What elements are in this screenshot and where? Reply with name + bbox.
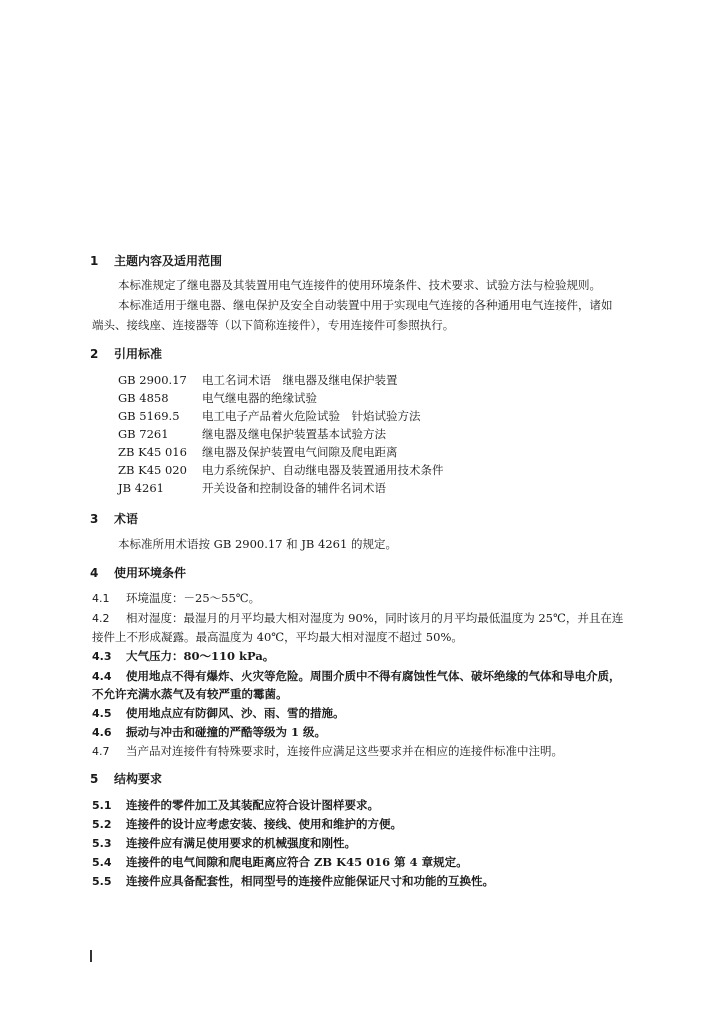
clause-text: 连接件应具备配套性，相同型号的连接件应能保证尺寸和功能的互换性。 [126,874,494,888]
clause-text: 连接件的零件加工及其装配应符合设计图样要求。 [126,798,379,812]
clause-item [92,854,468,870]
clause-number: 5.3 [92,837,112,850]
reference-row [118,462,444,478]
section-heading [90,345,162,362]
reference-code: GB 7261 [118,427,169,441]
section-number: 2 [90,347,99,361]
reference-code: ZB K45 020 [118,463,187,477]
clause-continuation: 不允许充满水蒸气及有较严重的霉菌。 [92,687,288,701]
clause-continuation: 接件上不形成凝露。最高温度为 40℃，平均最大相对湿度不超过 50%。 [92,630,463,644]
reference-title: 电工名词术语 继电器及继电保护装置 [202,373,398,387]
clause-number: 5.2 [92,818,112,831]
section-number: 1 [90,254,99,268]
clause-text: 使用地点应有防御风、沙、雨、雪的措施。 [126,706,345,720]
section-title: 结构要求 [114,772,163,786]
clause-number: 4.6 [92,726,112,739]
paragraph: 本标准所用术语按 GB 2900.17 和 JB 4261 的规定。 [118,537,397,551]
clause-item [92,873,494,889]
reference-code: ZB K45 016 [118,445,187,459]
reference-row [118,426,386,442]
clause-item [92,705,345,721]
clause-text: 大气压力：80～110 kPa。 [126,649,275,663]
clause-number: 4.2 [92,612,110,625]
reference-code: JB 4261 [118,481,164,495]
section-title: 使用环境条件 [114,566,187,580]
clause-item [92,648,274,664]
reference-code: GB 5169.5 [118,409,180,423]
reference-code: GB 2900.17 [118,373,187,387]
section-title: 术语 [114,512,139,526]
paragraph: 本标准规定了继电器及其装置用电气连接件的使用环境条件、技术要求、试验方法与检验规则。 [118,278,601,292]
clause-text: 连接件应有满足使用要求的机械强度和刚性。 [126,836,356,850]
clause-item [92,590,260,606]
section-heading [90,510,138,527]
reference-title: 电气继电器的绝缘试验 [202,391,317,405]
clause-item [92,835,356,851]
clause-item [92,724,326,740]
clause-text: 使用地点不得有爆炸、火灾等危险。周围介质中不得有腐蚀性气体、破坏绝缘的气体和导电介质， [126,669,621,683]
clause-item [92,610,623,626]
section-heading [90,252,222,269]
clause-number: 5.4 [92,856,112,869]
reference-row [118,408,421,424]
reference-title: 开关设备和控制设备的辅件名词术语 [202,481,386,495]
reference-title: 电工电子产品着火危险试验 针焰试验方法 [202,409,421,423]
section-title: 主题内容及适用范围 [114,254,223,268]
section-heading [90,564,186,581]
reference-row [118,390,317,406]
reference-row [118,372,398,388]
section-number: 3 [90,512,99,526]
clause-number: 5.1 [92,799,112,812]
section-number: 5 [90,772,99,786]
clause-text: 连接件的电气间隙和爬电距离应符合 ZB K45 016 第 4 章规定。 [126,855,468,869]
page-edge-mark [90,950,92,962]
clause-text: 振动与冲击和碰撞的严酷等级为 1 级。 [126,725,327,739]
clause-number: 4.1 [92,592,110,605]
clause-item [92,816,402,832]
reference-title: 电力系统保护、自动继电器及装置通用技术条件 [202,463,444,477]
clause-number: 4.7 [92,745,110,758]
clause-item [92,668,621,684]
section-number: 4 [90,566,99,580]
reference-row [118,480,386,496]
section-title: 引用标准 [114,347,163,361]
reference-row [118,444,398,460]
clause-text: 相对湿度：最湿月的月平均最大相对湿度为 90%，同时该月的月平均最低温度为 25℃，并且在连 [126,611,624,625]
section-heading [90,770,162,787]
paragraph: 本标准适用于继电器、继电保护及安全自动装置中用于实现电气连接的各种通用电气连接件，诸如 [118,298,613,312]
reference-title: 继电器及继电保护装置基本试验方法 [202,427,386,441]
clause-text: 环境温度：－25～55℃。 [126,591,261,605]
reference-title: 继电器及保护装置电气间隙及爬电距离 [202,445,398,459]
clause-text: 当产品对连接件有特殊要求时，连接件应满足这些要求并在相应的连接件标准中注明。 [126,744,563,758]
clause-item [92,743,563,759]
paragraph: 端头、接线座、连接器等（以下简称连接件），专用连接件可参照执行。 [92,318,455,332]
clause-number: 4.5 [92,707,112,720]
clause-number: 4.3 [92,650,112,663]
clause-number: 5.5 [92,875,112,888]
reference-code: GB 4858 [118,391,169,405]
clause-number: 4.4 [92,670,112,683]
clause-text: 连接件的设计应考虑安装、接线、使用和维护的方便。 [126,817,402,831]
clause-item [92,797,379,813]
